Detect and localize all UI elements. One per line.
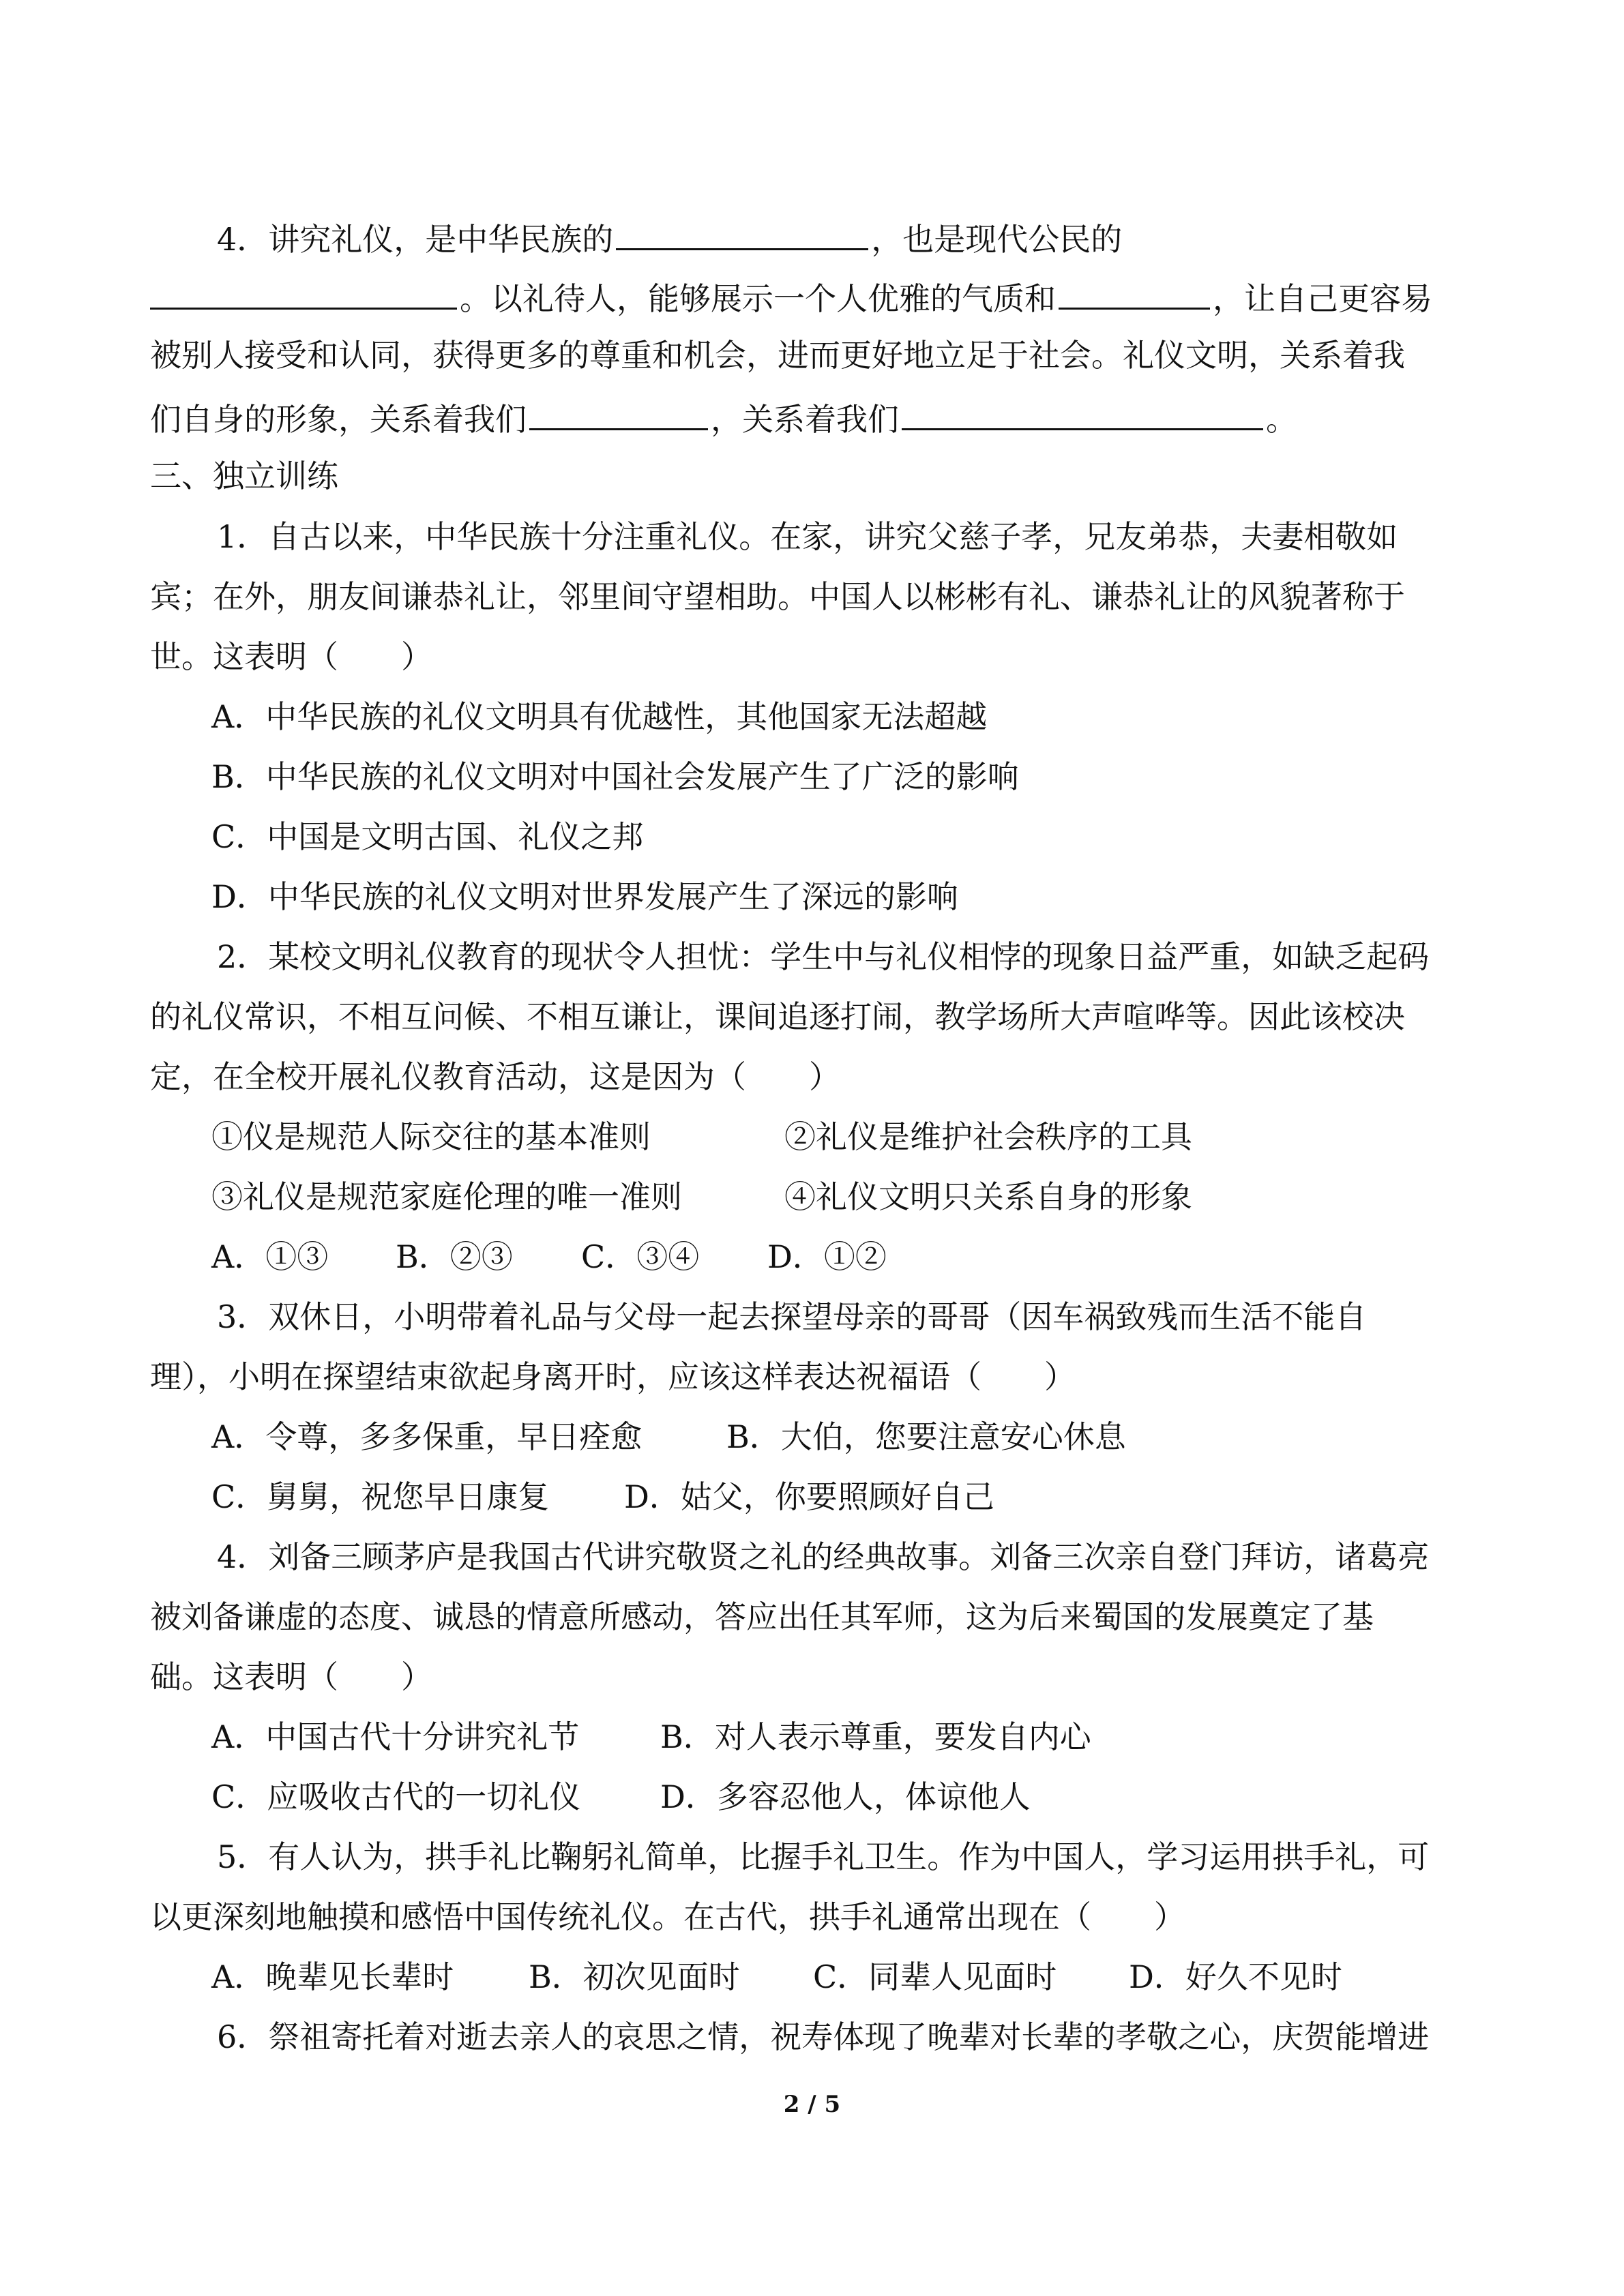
q3-stem-line1: 3．双休日，小明带着礼品与父母一起去探望母亲的哥哥（因车祸致残而生活不能自 <box>217 1298 1367 1335</box>
fill-in-q4-line4 <box>150 396 1297 440</box>
answer-blank <box>1059 275 1210 310</box>
text-segment: 。以礼待人，能够展示一个人优雅的气质和 <box>460 280 1056 317</box>
q4-option-a: A．中国古代十分讲究礼节 <box>211 1718 580 1755</box>
page-number: 2 / 5 <box>783 2091 841 2118</box>
q2-stem-line2: 的礼仪常识，不相互问候、不相互谦让，课间追逐打闹，教学场所大声喧哗等。因此该校决 <box>150 998 1405 1035</box>
text-segment: ，关系着我们 <box>711 401 899 438</box>
q3-option-b: B．大伯，您要注意安心休息 <box>726 1418 1126 1455</box>
q2-option-b: B．②③ <box>396 1238 513 1275</box>
q2-statement-2: ②礼仪是维护社会秩序的工具 <box>784 1118 1192 1155</box>
q3-option-d: D．姑父，你要照顾好自己 <box>624 1478 994 1515</box>
q1-stem-line3: 世。这表明（ ） <box>150 638 432 675</box>
q4-option-c: C．应吸收古代的一切礼仪 <box>211 1778 581 1815</box>
q2-option-c: C．③④ <box>581 1238 700 1275</box>
q5-option-d: D．好久不见时 <box>1129 1958 1342 1995</box>
q2-stem-line1: 2．某校文明礼仪教育的现状令人担忧：学生中与礼仪相悖的现象日益严重，如缺乏起码 <box>217 938 1430 975</box>
q1-stem-line2: 宾；在外，朋友间谦恭礼让，邻里间守望相助。中国人以彬彬有礼、谦恭礼让的风貌著称于 <box>150 578 1405 615</box>
fill-in-q4-line2 <box>150 275 1432 319</box>
answer-blank <box>616 215 868 250</box>
q5-option-c: C．同辈人见面时 <box>813 1958 1057 1995</box>
text-segment: 。 <box>1266 401 1297 438</box>
answer-blank <box>529 396 708 430</box>
q5-stem-line1: 5．有人认为，拱手礼比鞠躬礼简单，比握手礼卫生。作为中国人，学习运用拱手礼，可 <box>217 1838 1430 1875</box>
q2-option-a: A．①③ <box>211 1238 329 1275</box>
q4-option-b: B．对人表示尊重，要发自内心 <box>660 1718 1091 1755</box>
text-segment: 4．讲究礼仪，是中华民族的 <box>217 221 614 258</box>
q3-option-c: C．舅舅，祝您早日康复 <box>211 1478 550 1515</box>
answer-blank <box>150 275 457 310</box>
q1-option-d: D．中华民族的礼仪文明对世界发展产生了深远的影响 <box>211 878 958 915</box>
answer-blank <box>902 396 1263 430</box>
q4-stem-line2: 被刘备谦虚的态度、诚恳的情意所感动，答应出任其军师，这为后来蜀国的发展奠定了基 <box>150 1598 1374 1635</box>
section-title: 三、独立训练 <box>150 458 338 494</box>
fill-in-q4-line1 <box>217 215 1122 260</box>
q4-option-d: D．多容忍他人，体谅他人 <box>660 1778 1031 1815</box>
q4-stem-line1: 4．刘备三顾茅庐是我国古代讲究敬贤之礼的经典故事。刘备三次亲自登门拜访，诸葛亮 <box>217 1538 1430 1575</box>
q3-option-a: A．令尊，多多保重，早日痊愈 <box>211 1418 643 1455</box>
text-segment: ，也是现代公民的 <box>871 221 1123 258</box>
text-segment: 们自身的形象，关系着我们 <box>150 401 527 438</box>
fill-in-q4-line3: 被别人接受和认同，获得更多的尊重和机会，进而更好地立足于社会。礼仪文明，关系着我 <box>150 337 1405 374</box>
q1-stem-line1: 1．自古以来，中华民族十分注重礼仪。在家，讲究父慈子孝，兄友弟恭，夫妻相敬如 <box>217 518 1398 555</box>
q2-statement-1: ①仪是规范人际交往的基本准则 <box>211 1118 651 1155</box>
q2-stem-line3: 定，在全校开展礼仪教育活动，这是因为（ ） <box>150 1058 840 1095</box>
text-segment: ，让自己更容易 <box>1213 280 1432 317</box>
q6-stem-line1: 6．祭祖寄托着对逝去亲人的哀思之情，祝寿体现了晚辈对长辈的孝敬之心，庆贺能增进 <box>217 2018 1430 2055</box>
q5-option-a: A．晚辈见长辈时 <box>211 1958 454 1995</box>
q3-stem-line2: 理），小明在探望结束欲起身离开时，应该这样表达祝福语（ ） <box>150 1358 1076 1395</box>
q5-option-b: B．初次见面时 <box>529 1958 740 1995</box>
q1-option-b: B．中华民族的礼仪文明对中国社会发展产生了广泛的影响 <box>211 758 1019 795</box>
q4-stem-line3: 础。这表明（ ） <box>150 1658 432 1695</box>
q1-option-a: A．中华民族的礼仪文明具有优越性，其他国家无法超越 <box>211 698 988 735</box>
q2-option-d: D．①② <box>767 1238 887 1275</box>
q1-option-c: C．中国是文明古国、礼仪之邦 <box>211 818 644 855</box>
q2-statement-4: ④礼仪文明只关系自身的形象 <box>784 1178 1192 1215</box>
q5-stem-line2: 以更深刻地触摸和感悟中国传统礼仪。在古代，拱手礼通常出现在（ ） <box>150 1898 1185 1935</box>
q2-statement-3: ③礼仪是规范家庭伦理的唯一准则 <box>211 1178 682 1215</box>
